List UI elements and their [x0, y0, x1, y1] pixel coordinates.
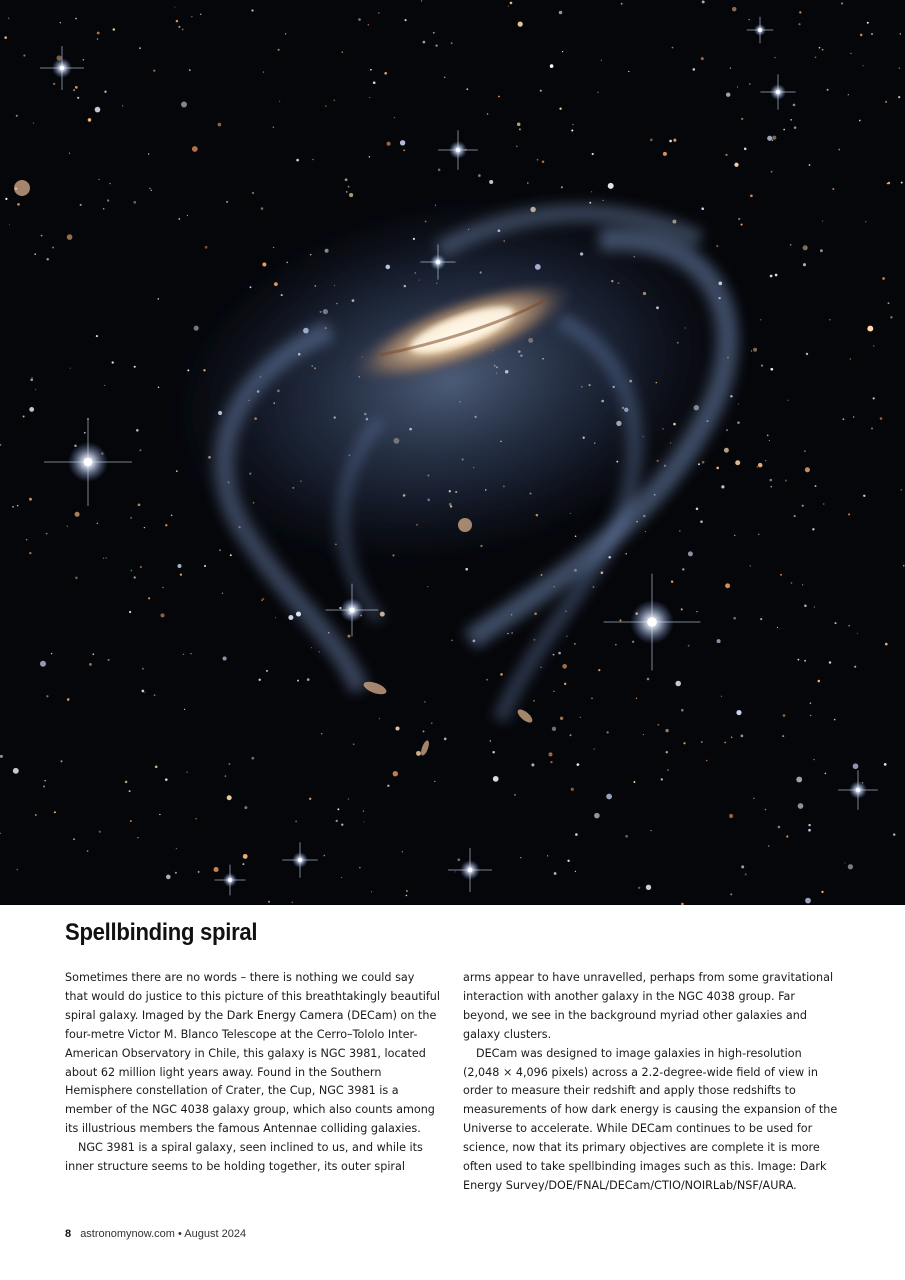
- paragraph: DECam was designed to image galaxies in high-resolution (2,048 × 4,096 pixels) across a 2.2-degree-wide field of view in order to measure their redshift and apply those redshifts to measurements of how dark energy is causing the expansion of the Universe to accelerate. While DECam continues to be used for science, now that its primary objectives are complete it is more often used to take spellbinding images such as this. Image: Dark Energy Survey/DOE/FNAL/DECam/CTIO/NOIRLab/NSF/AURA.: [463, 1046, 838, 1192]
- footer-text: astronomynow.com • August 2024: [80, 1228, 247, 1240]
- paragraph: arms appear to have unravelled, perhaps from some gravitational interaction with another galaxy in the NGC 4038 group. Far beyond, we see in the background myriad other galaxies and galaxy clusters.: [463, 971, 834, 1041]
- paragraph: Sometimes there are no words – there is nothing we could say that would do justice to this picture of this breathtakingly beautiful spiral galaxy. Imaged by the Dark Energy Camera (DECam) on the four-metre Victor M. Blanco Telescope at the Cerro–Tololo Inter-American Observatory in Chile, this galaxy is NGC 3981, located about 62 million light years away. Found in the Southern Hemisphere constellation of Crater, the Cup, NGC 3981 is a member of the NGC 4038 galaxy group, which also counts among its illustrious members the famous Antennae colliding galaxies.: [65, 971, 440, 1136]
- page-number: 8: [65, 1228, 72, 1240]
- paragraph: NGC 3981 is a spiral galaxy, seen inclined to us, and while its inner structure seems to be holding together, its outer spiral: [65, 1141, 423, 1174]
- article-column-left: [65, 969, 440, 1177]
- article-title: Spellbinding spiral: [65, 919, 258, 946]
- page-footer: [65, 1228, 246, 1240]
- article-column-right: [463, 969, 838, 1196]
